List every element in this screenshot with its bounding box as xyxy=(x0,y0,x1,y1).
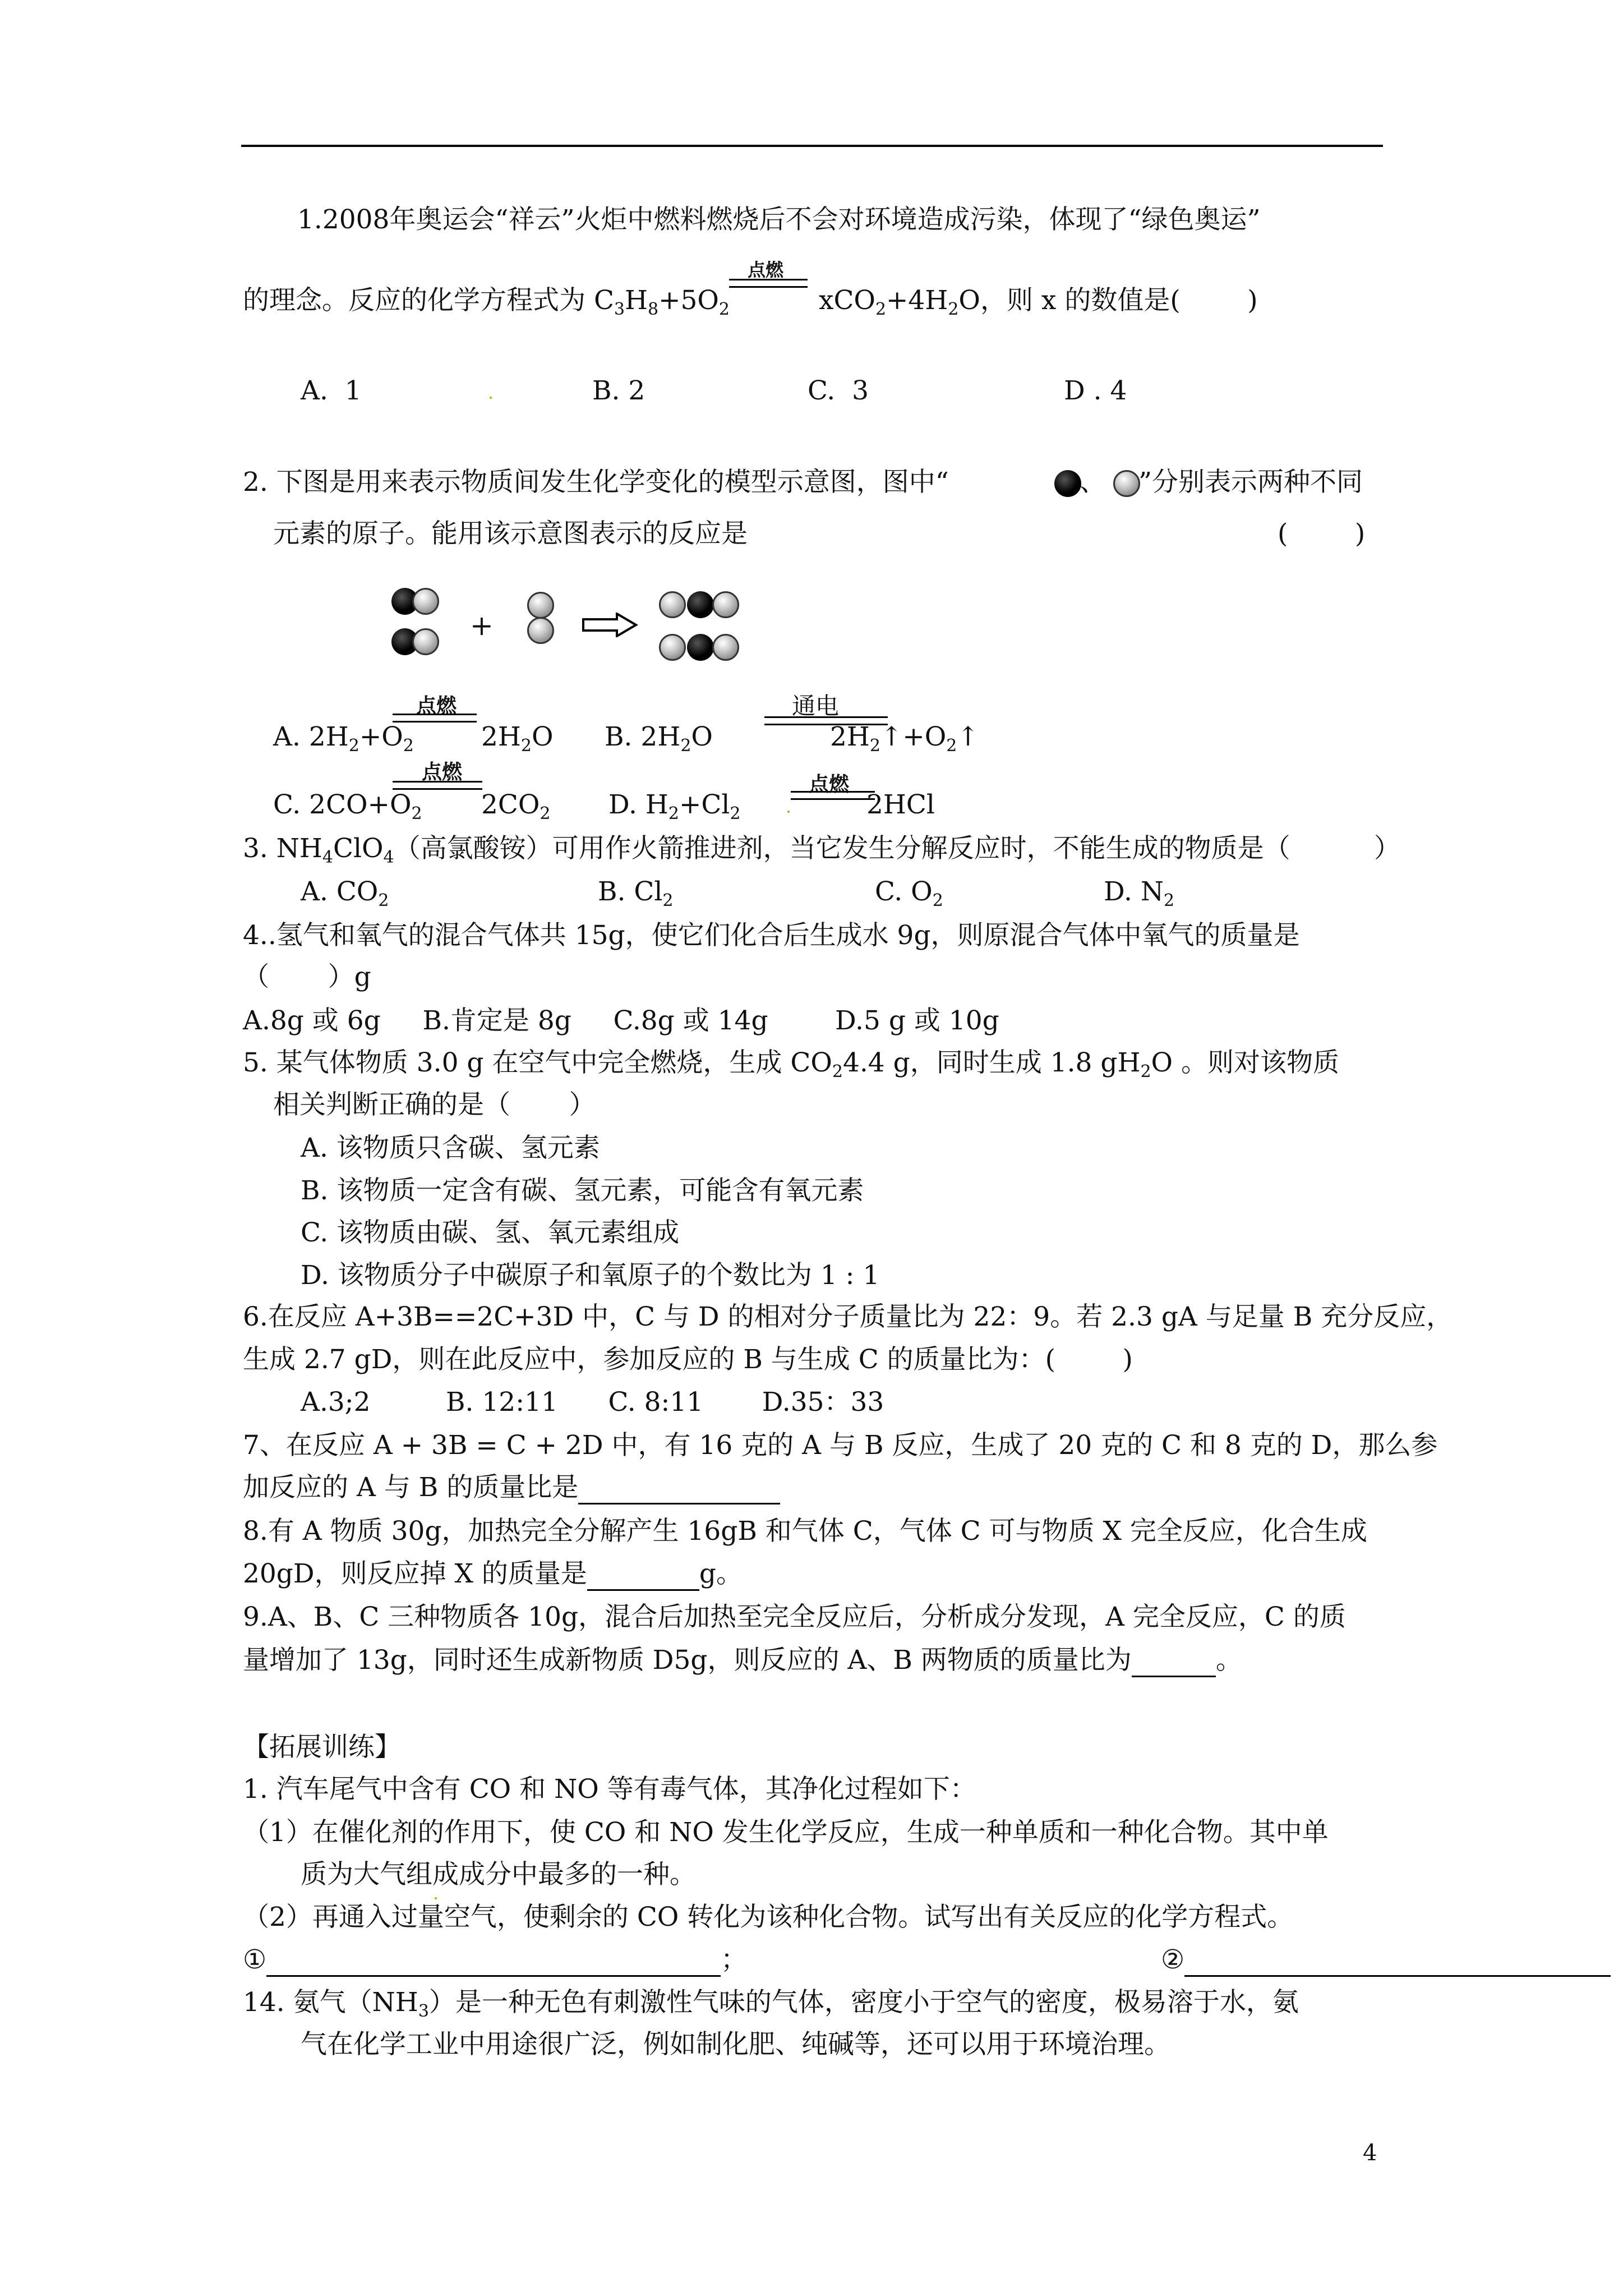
stray-dot xyxy=(490,397,492,399)
section-answer-1: ① ； xyxy=(243,1943,747,1977)
q2-option-d: D. $H_2+Cl_2$ xyxy=(608,789,741,823)
section-q1-line1: 1. 汽车尾气中含有 CO 和 NO 等有毒气体，其净化过程如下： xyxy=(243,1774,976,1805)
q7-line2: 加反应的 A 与 B 的质量比是 xyxy=(243,1471,780,1504)
q1-option-d: D . 4 xyxy=(1064,375,1127,406)
q2-line2: 元素的原子。能用该示意图表示的反应是 xyxy=(273,518,748,549)
q1-condition: 点燃 xyxy=(748,259,784,280)
black-atom-icon xyxy=(1054,470,1081,497)
q2-option-c: C. $2CO+O_2$ xyxy=(273,789,422,823)
reaction-arrow-icon xyxy=(582,613,638,637)
section-answer-2: ② xyxy=(1161,1943,1611,1977)
q2-separator: 、 xyxy=(1080,467,1106,498)
q7-answer-blank[interactable] xyxy=(578,1478,780,1504)
header-rule xyxy=(241,145,1383,147)
q2-option-d-product: 2HCl xyxy=(866,789,935,820)
page-number: 4 xyxy=(1363,2140,1377,2166)
q1-line1: 1.2008年奥运会“祥云”火炬中燃料燃烧后不会对环境造成污染，体现了“绿色奥运” xyxy=(297,204,1261,235)
section-q14-line2: 气在化学工业中用途很广泛，例如制化肥、纯碱等，还可以用于环境治理。 xyxy=(301,2029,1170,2060)
q2-option-c-product: $2CO_2$ xyxy=(481,789,551,823)
q3-option-b: B. $Cl_2$ xyxy=(598,876,674,910)
q2-option-b-product: $2H_2↑+O_2↑$ xyxy=(830,721,979,756)
q2-c-condition: 点燃 xyxy=(422,760,463,784)
q1-line2-right: $xCO_2+4H_2O$，则 x 的数值是( ) xyxy=(810,285,1258,319)
q5-option-c: C. 该物质由碳、氢、氧元素组成 xyxy=(301,1217,680,1248)
q2-paren: ( ) xyxy=(1278,518,1366,549)
q7-line1: 7、在反应 A + 3B = C + 2D 中，有 16 克的 A 与 B 反应，生成了 20 克的 C 和 8 克的 D，那么参 xyxy=(243,1430,1438,1461)
q3-option-d: D. $N_2$ xyxy=(1104,876,1175,910)
q1-option-b: B. 2 xyxy=(592,375,645,406)
q5-line2: 相关判断正确的是（ ） xyxy=(273,1089,596,1120)
q2-line1-post: ”分别表示两种不同 xyxy=(1138,467,1363,498)
q2-d-equals xyxy=(791,791,875,800)
q5-option-a: A. 该物质只含碳、氢元素 xyxy=(301,1133,600,1163)
equation-blank-2[interactable] xyxy=(1184,1950,1611,1977)
q9-line2: 量增加了 13g，同时还生成新物质 D5g，则反应的 A、B 两物质的质量比为 。 xyxy=(243,1644,1242,1677)
q9-line1: 9.A、B、C 三种物质各 10g，混合后加热至完全反应后，分析成分发现，A 完全反应，C 的质 xyxy=(243,1602,1346,1632)
stray-dot xyxy=(787,811,790,813)
q4-options: A.8g 或 6g B.肯定是 8g C.8g 或 14g D.5 g 或 10g xyxy=(243,1005,999,1036)
plus-sign: + xyxy=(470,609,494,642)
section-q1-line2: （1）在催化剂的作用下，使 CO 和 NO 发生化学反应，生成一种单质和一种化合物。其中单 xyxy=(243,1817,1329,1848)
product2-grey-left xyxy=(659,634,686,661)
q3-option-a: A. $CO_2$ xyxy=(301,876,389,910)
q3-option-c: C. $O_2$ xyxy=(875,876,943,910)
section-title: 【拓展训练】 xyxy=(243,1732,401,1763)
q1-option-c: C. 3 xyxy=(808,375,869,406)
reactant2-grey-atom xyxy=(412,628,439,655)
q4-line1: 4..氢气和氧气的混合气体共 15g，使它们化合后生成水 9g，则原混合气体中氧气的质量是 xyxy=(243,920,1300,951)
reactant1-grey-atom xyxy=(412,588,439,615)
q2-option-b: B. $2H_2O$ xyxy=(605,721,713,756)
q2-option-a-product: $2H_2O$ xyxy=(481,721,554,756)
q9-answer-blank[interactable] xyxy=(1132,1651,1216,1677)
equation-blank-1[interactable] xyxy=(266,1950,721,1977)
q1-option-a: A. 1 xyxy=(301,375,362,406)
product2-black xyxy=(687,634,714,661)
product1-grey-right xyxy=(712,591,739,618)
stray-dot xyxy=(435,1897,437,1899)
section-q1-line4: （2）再通入过量空气，使剩余的 CO 转化为该种化合物。试写出有关反应的化学方程式。 xyxy=(243,1902,1294,1932)
q5-option-b: B. 该物质一定含有碳、氢元素，可能含有氧元素 xyxy=(301,1175,864,1206)
q1-equals xyxy=(729,279,808,288)
product1-grey-left xyxy=(659,591,686,618)
q5-line1: 5. 某气体物质 3.0 g 在空气中完全燃烧，生成 $CO_24.4$ g，同时生成 1.8 $gH_2O$ 。则对该物质 xyxy=(243,1047,1340,1082)
q8-line1: 8.有 A 物质 30g，加热完全分解产生 16gB 和气体 C，气体 C 可与物质 X 完全反应，化合生成 xyxy=(243,1516,1367,1547)
section-q14-line1: 14. 氨气$(NH_3)$是一种无色有刺激性气味的气体，密度小于空气的密度，极易溶于水，氨 xyxy=(243,1987,1299,2021)
q6-line2: 生成 2.7 gD，则在此反应中，参加反应的 B 与生成 C 的质量比为：( ) xyxy=(243,1344,1133,1375)
product2-grey-right xyxy=(712,634,739,661)
q2-a-condition: 点燃 xyxy=(416,694,457,717)
reactant3-grey-atom-top xyxy=(527,592,554,619)
product1-black xyxy=(687,591,714,618)
q8-line2: 20gD，则反应掉 X 的质量是 g。 xyxy=(243,1557,743,1591)
q5-option-d: D. 该物质分子中碳原子和氧原子的个数比为 1 : 1 xyxy=(301,1260,880,1291)
q2-option-a: A. $2H_2+O_2$ xyxy=(273,721,414,756)
section-q1-line3: 质为大气组成成分中最多的一种。 xyxy=(301,1859,696,1890)
q1-line2: 的理念。反应的化学方程式为 $C_3H_8+5O_2$ xyxy=(243,285,730,319)
q8-answer-blank[interactable] xyxy=(587,1565,699,1591)
q6-options: A.3;2 B. 12:11 C. 8:11 D.35：33 xyxy=(301,1387,884,1418)
q6-line1: 6.在反应 A+3B==2C+3D 中，C 与 D 的相对分子质量比为 22：9。若 2.3 gA 与足量 B 充分反应， xyxy=(243,1301,1453,1332)
grey-atom-icon xyxy=(1113,470,1140,497)
q3-line1: 3. $NH_4ClO_4$（高氯酸铵）可用作火箭推进剂，当它发生分解反应时，不能生成的物质是（ ） xyxy=(243,833,1401,867)
reactant3-grey-atom-bottom xyxy=(527,617,554,644)
q2-b-condition: 通电 xyxy=(792,692,840,720)
q2-d-condition: 点燃 xyxy=(809,772,850,796)
q2-line1-pre: 2. 下图是用来表示物质间发生化学变化的模型示意图，图中“ xyxy=(243,467,949,498)
q4-line2: （ ）g xyxy=(243,961,371,992)
